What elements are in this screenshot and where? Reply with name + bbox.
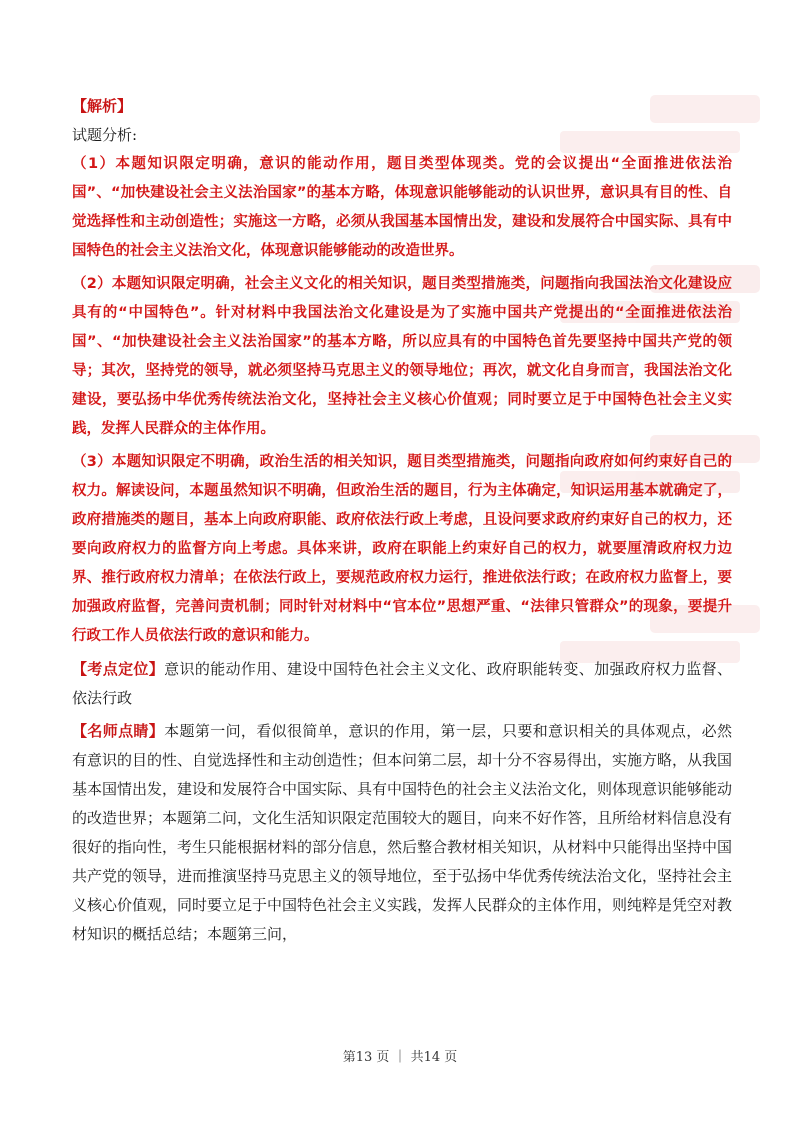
- analysis-heading: 【解析】: [72, 97, 133, 115]
- analysis-paragraph-2: （2）本题知识限定明确，社会主义文化的相关知识，题目类型措施类，问题指向我国法治文化建设应具有的“中国特色”。针对材料中我国法治文化建设是为了实施中国共产党提出的“全面推进依法治国”、“加快建设社会主义法治国家”的基本方略，所以应具有的中国特色首先要坚持中国共产党的领导；其次，坚持党的领导，就必须坚持马克思主义的领导地位；再次，就文化自身而言，我国法治文化建设，要弘扬中华优秀传统法治文化，坚持社会主义核心价值观；同时要立足于中国特色社会主义实践，发挥人民群众的主体作用。: [72, 276, 732, 437]
- page-footer: 第13 页 ｜ 共14 页: [342, 1050, 458, 1065]
- mingshi-text: 本题第一问，看似很简单，意识的作用，第一层，只要和意识相关的具体观点，必然有意识的目的性、自觉选择性和主动创造性；但本问第二层，却十分不容易得出，实施方略，从我国基本国情出发，建设和发展符合中国实际、具有中国特色的社会主义法治文化，则体现意识能够能动的改造世界；本题第二问，文化生活知识限定范围较大的题目，向来不好作答，且所给材料信息没有很好的指向性，考生只能根据材料的部分信息，然后整合教材相关知识，从材料中只能得出坚持中国共产党的领导，进而推演坚持马克思主义的领导地位，至于弘扬中华优秀传统法治文化，坚持社会主义核心价值观，同时要立足于中国特色社会主义实践，发挥人民群众的主体作用，则纯粹是凭空对教材知识的概括总结；本题第三问，: [72, 722, 733, 943]
- analysis-paragraph-1: （1）本题知识限定明确，意识的能动作用，题目类型体现类。党的会议提出“全面推进依法治国”、“加快建设社会主义法治国家”的基本方略，体现意识能够能动的认识世界，意识具有目的性、自觉选择性和主动创造性；实施这一方略，必须从我国基本国情出发，建设和发展符合中国实际、具有中国特色的社会主义法治文化，体现意识能够能动的改造世界。: [72, 156, 732, 259]
- analysis-paragraph-3: （3）本题知识限定不明确，政治生活的相关知识，题目类型措施类，问题指向政府如何约束好自己的权力。解读设问，本题虽然知识不明确，但政治生活的题目，行为主体确定，知识运用基本就确定了，政府措施类的题目，基本上向政府职能、政府依法行政上考虑，且设问要求政府约束好自己的权力，还要向政府权力的监督方向上考虑。具体来讲，政府在职能上约束好自己的权力，就要厘清政府权力边界、推行政府权力清单；在依法行政上，要规范政府权力运行，推进依法行政；在政府权力监督上，要加强政府监督，完善问责机制；同时针对材料中“官本位”思想严重、“法律只管群众”的现象，要提升行政工作人员依法行政的意识和能力。: [72, 454, 732, 644]
- kaodian-text: 意识的能动作用、建设中国特色社会主义文化、政府职能转变、加强政府权力监督、依法行政: [72, 660, 732, 707]
- analysis-subheading: 试题分析:: [72, 126, 138, 144]
- kaodian-label: 【考点定位】: [72, 660, 165, 678]
- kaodian-section: [72, 655, 732, 713]
- answer-content: [72, 92, 732, 953]
- mingshi-section: [72, 717, 732, 949]
- mingshi-label: 【名师点睛】: [72, 722, 165, 740]
